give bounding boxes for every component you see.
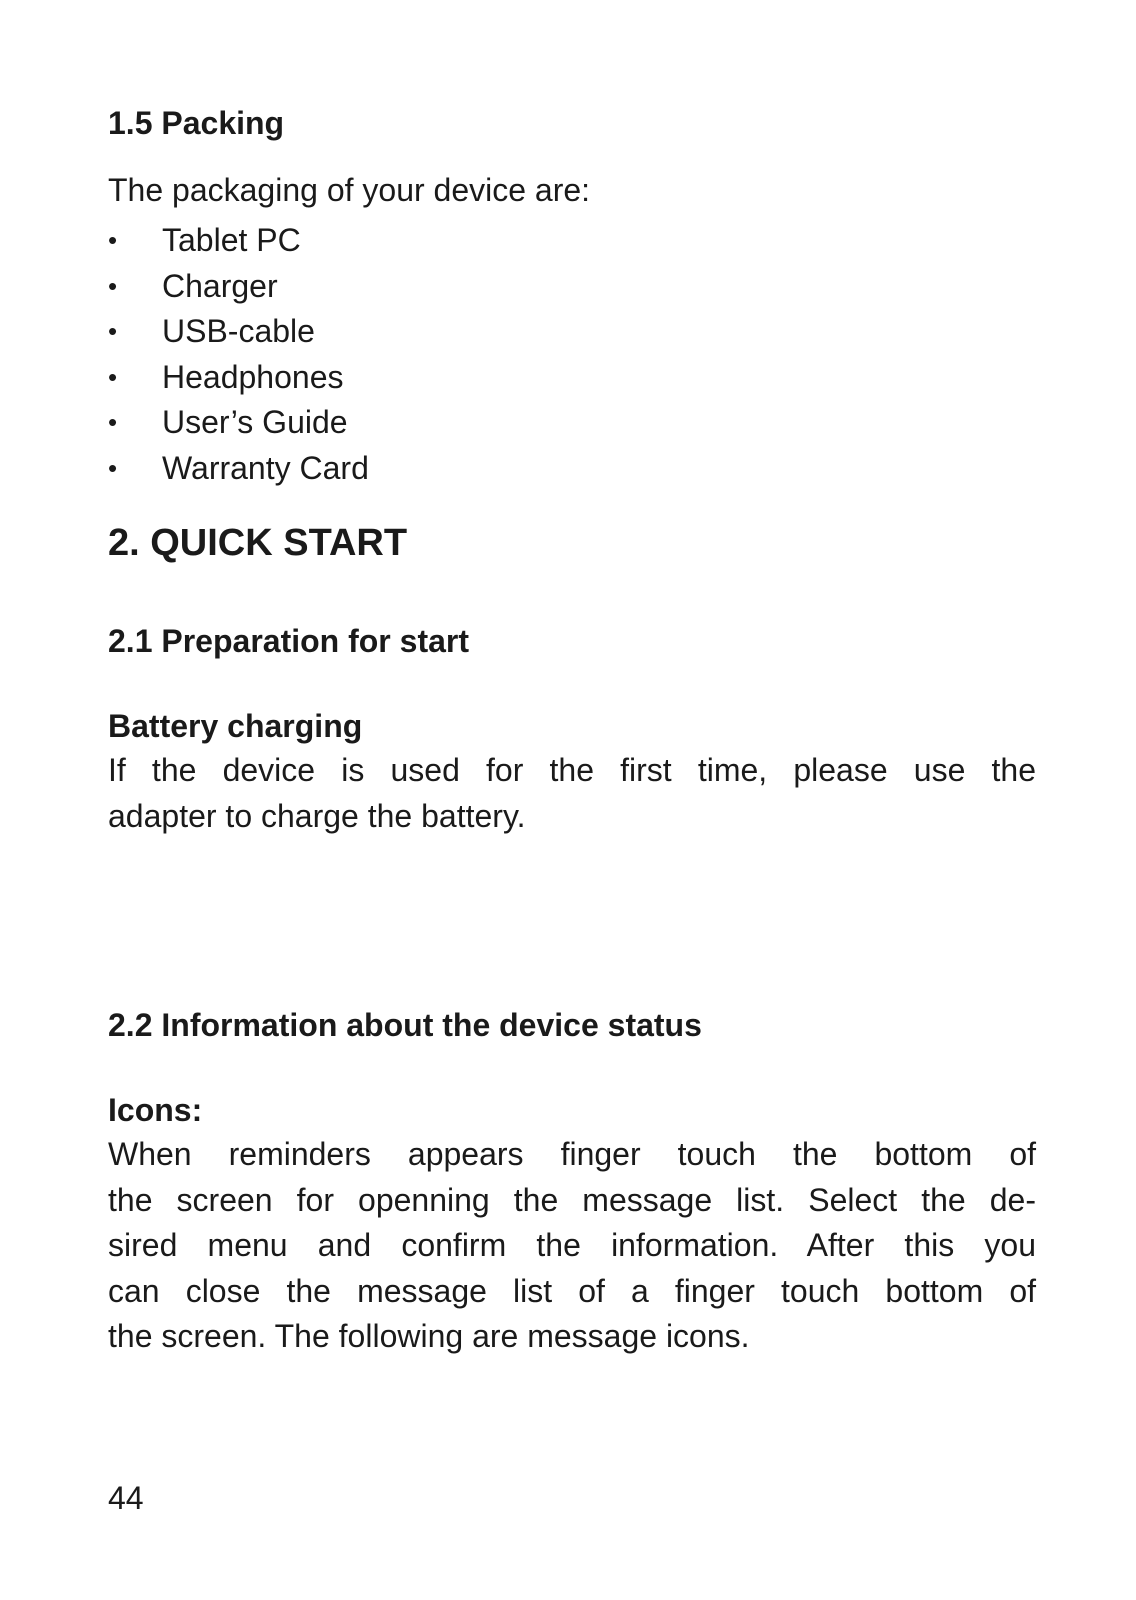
bullet-icon: • (108, 225, 118, 255)
list-item-label: Charger (162, 267, 278, 304)
paragraph-line: can close the message list of a finger touch bottom of (108, 1272, 1036, 1309)
heading-device-status: 2.2 Information about the device status (108, 1007, 702, 1043)
heading-packing: 1.5 Packing (108, 105, 285, 141)
packing-intro: The packaging of your device are: (108, 172, 591, 208)
paragraph-line: sired menu and confirm the information. After this you (108, 1227, 1036, 1263)
paragraph-line: the screen for openning the message list. Select the de- (108, 1181, 1036, 1218)
bullet-icon: • (108, 452, 118, 483)
subheading-battery-charging: Battery charging (108, 708, 363, 744)
bullet-icon: • (108, 407, 118, 437)
list-item-label: Headphones (162, 358, 344, 395)
paragraph-line: the screen. The following are message icons. (108, 1318, 750, 1354)
list-item-label: User’s Guide (162, 404, 348, 440)
bullet-icon: • (108, 270, 118, 301)
list-item-label: USB-cable (162, 313, 315, 349)
heading-preparation: 2.1 Preparation for start (108, 623, 469, 659)
battery-charging-paragraph (108, 748, 1036, 839)
list-item-label: Warranty Card (162, 449, 369, 486)
page-number: 44 (108, 1480, 144, 1516)
list-item-label: Tablet PC (162, 222, 301, 258)
paragraph-line: If the device is used for the first time, please use the (108, 752, 1036, 788)
heading-quick-start: 2. QUICK START (108, 522, 408, 564)
subheading-icons: Icons: (108, 1092, 203, 1128)
paragraph-line: When reminders appears finger touch the bottom of (108, 1136, 1036, 1172)
bullet-icon: • (108, 361, 118, 392)
paragraph-line: adapter to charge the battery. (108, 797, 526, 834)
bullet-icon: • (108, 316, 118, 346)
device-status-paragraph (108, 1132, 1036, 1360)
